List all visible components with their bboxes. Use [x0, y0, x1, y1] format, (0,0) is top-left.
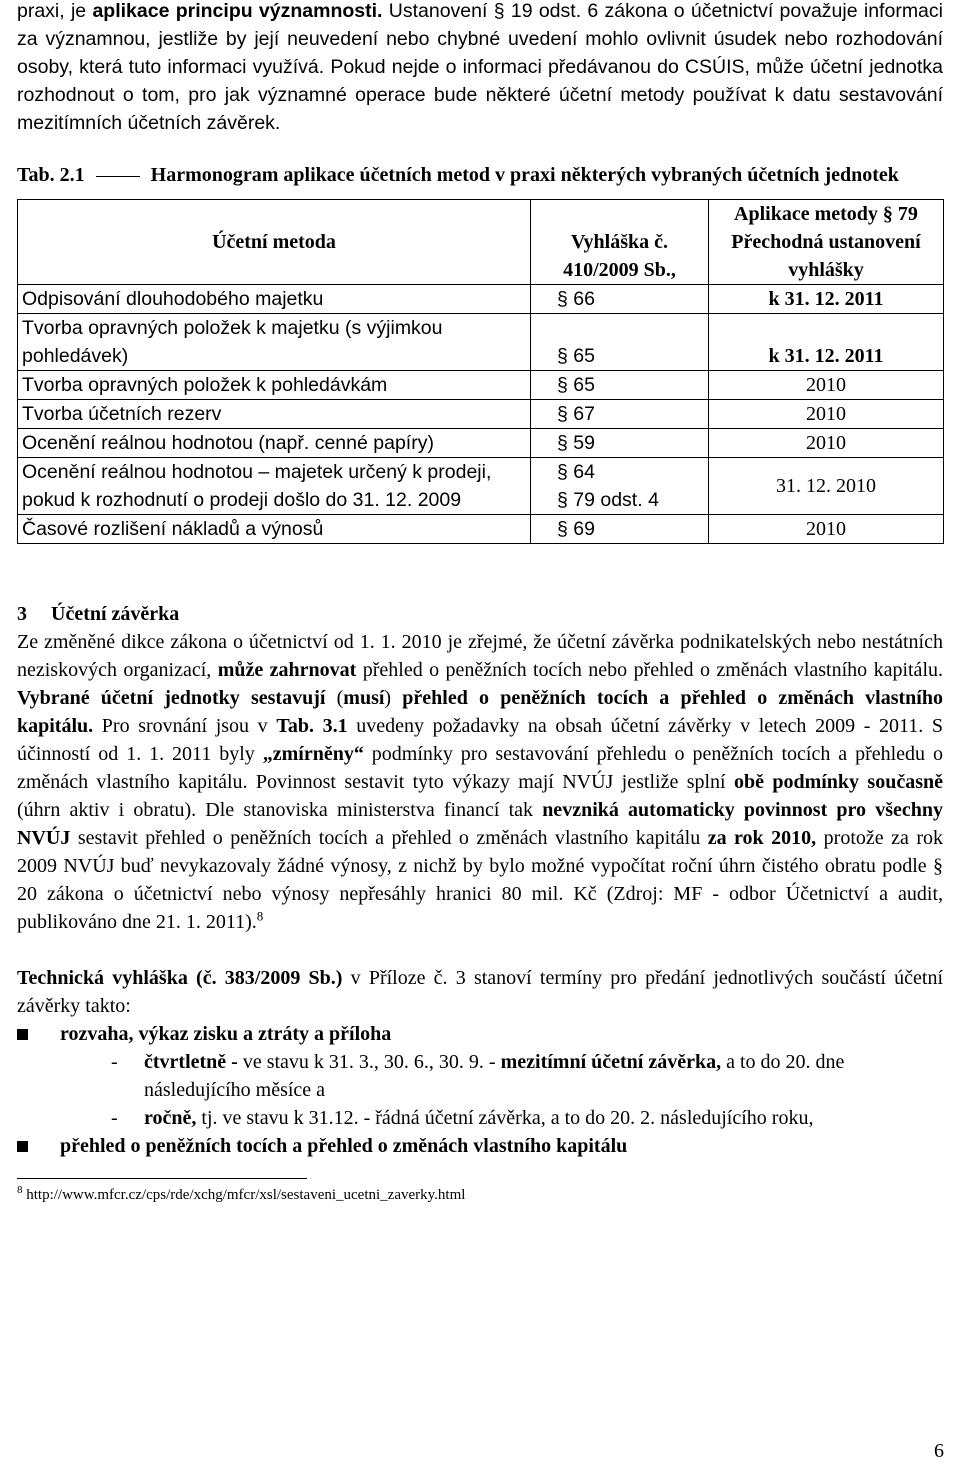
table-row [18, 515, 944, 544]
list-item-label: rozvaha, výkaz zisku a ztráty a příloha [60, 1023, 392, 1045]
row-date: 2010 [709, 429, 944, 458]
row-paragraph [531, 458, 709, 515]
table-caption-number: Tab. 2.1 [17, 164, 85, 186]
table-caption-text: Harmonogram aplikace účetních metod v praxi některých vybraných účetních jednotek [150, 164, 899, 186]
list-item [17, 1132, 943, 1160]
row-date: 2010 [709, 400, 944, 429]
row-paragraph: § 59 [531, 429, 709, 458]
row-date: 2010 [709, 515, 944, 544]
footnote-number: 8 [17, 1184, 23, 1196]
table-row [18, 400, 944, 429]
caption-dash [96, 176, 140, 177]
table-row [18, 371, 944, 400]
row-method: Ocenění reálnou hodnotou – majetek určený k prodeji, pokud k rozhodnutí o prodeji došlo do 31. 12. 2009 [18, 458, 531, 515]
row-paragraph: § 66 [531, 285, 709, 314]
deadline-list [17, 1020, 943, 1160]
text-run: ( [325, 687, 344, 709]
section-number: 3 [17, 603, 27, 625]
row-date: k 31. 12. 2011 [709, 314, 944, 371]
row-paragraph: § 69 [531, 515, 709, 544]
text-run: a to do 20. dne následujícího měsíce a [144, 1051, 845, 1101]
list-item-label: přehled o peněžních tocích a přehled o změnách vlastního kapitálu [60, 1135, 628, 1157]
text-run: podmínky pro sestavování přehledu o peněžních tocích a přehledu o změnách vlastního kapitálu. Povinnost sestavit tyto výkazy mají NVÚJ jestliže splní [17, 743, 943, 793]
row-method: Ocenění reálnou hodnotou (např. cenné papíry) [18, 429, 531, 458]
row-method: Tvorba opravných položek k pohledávkám [18, 371, 531, 400]
row-date: 2010 [709, 371, 944, 400]
text-run: Ze změněné dikce zákona o účetnictví od 1. 1. 2010 je zřejmé, že účetní závěrka podnikatelských nebo nestátních neziskových organizací, [17, 631, 943, 681]
sub-list [17, 1048, 943, 1132]
page-number: 6 [934, 1440, 944, 1462]
text-run: sestavit přehled o peněžních tocích a přehled o změnách vlastního kapitálu [70, 827, 708, 849]
dash-marker: - [111, 1051, 118, 1073]
intro-paragraph [17, 0, 943, 137]
text-run-bold: za rok 2010, [707, 827, 817, 849]
footnote-link[interactable]: http://www.mfcr.cz/cps/rde/xchg/mfcr/xsl/sestaveni_ucetni_zaverky.html [22, 1187, 466, 1203]
text-run-bold: musí [343, 687, 385, 709]
text-run-bold: může zahrnovat [217, 659, 357, 681]
row-method: Časové rozlišení nákladů a výnosů [18, 515, 531, 544]
text-run-bold: „zmírněny“ [262, 743, 364, 765]
text-run-bold: Vybrané účetní jednotky sestavují [17, 687, 326, 709]
section-paragraph [17, 628, 943, 936]
intro-text-1: praxi, je [17, 0, 93, 22]
footnote-separator [17, 1178, 307, 1179]
header-application: Aplikace metody § 79 Přechodná ustanovení vyhlášky [709, 200, 944, 285]
intro-bold-1: aplikace principu významnosti. [92, 0, 383, 22]
table-row [18, 429, 944, 458]
text-run: ve stavu k 31. 3., 30. 6., 30. 9. - [237, 1051, 501, 1073]
sub-list-item [17, 1048, 943, 1104]
section-title: Účetní závěrka [51, 603, 180, 625]
text-run-bold: nevzniká automaticky povinnost pro všechny NVÚJ [17, 799, 943, 849]
row-method: Tvorba účetních rezerv [18, 400, 531, 429]
row-date: k 31. 12. 2011 [709, 285, 944, 314]
text-run: tj. ve stavu k 31.12. - řádná účetní závěrka, a to do 20. 2. následujícího roku, [196, 1107, 814, 1129]
text-run-bold: obě podmínky současně [733, 771, 943, 793]
sub-list-item [17, 1104, 943, 1132]
section-heading [17, 600, 943, 628]
row-paragraph: § 65 [531, 314, 709, 371]
text-run-bold: přehled o peněžních tocích a přehled o změnách vlastního kapitálu. [17, 687, 943, 737]
row-paragraph: § 65 [531, 371, 709, 400]
header-decree: Vyhláška č. 410/2009 Sb., [531, 200, 709, 285]
row-paragraph-2: § 79 odst. 4 [557, 489, 659, 511]
intro-text-3: Pokud nejde o informaci předávanou do CSÚIS, může účetní jednotka rozhodnout o tom, pro jak významné operace bude některé účetní metody používat k datu sestavování mezitímních účetních závěrek. [17, 56, 943, 134]
text-run: ) [384, 687, 403, 709]
table-row [18, 314, 944, 371]
technical-paragraph [17, 964, 943, 1020]
table-row [18, 285, 944, 314]
table-caption [17, 161, 943, 189]
text-run: Pro srovnání jsou v [93, 715, 277, 737]
text-run: (úhrn aktiv i obratu). Dle stanoviska ministerstva financí tak [17, 799, 543, 821]
row-method: Odpisování dlouhodobého majetku [18, 285, 531, 314]
footnote [17, 1185, 943, 1205]
table-row [18, 458, 944, 515]
row-paragraph: § 67 [531, 400, 709, 429]
intro-text-2: Ustanovení § 19 odst. 6 zákona o účetnictví považuje informaci za významnou, jestliže by její neuvedení nebo chybné uvedení mohlo ovlivnit úsudek nebo rozhodování osoby, která tuto informaci využívá. [17, 0, 943, 78]
footnote-ref: 8 [256, 908, 264, 924]
row-date: 31. 12. 2010 [709, 458, 944, 515]
row-paragraph-1: § 64 [557, 461, 595, 483]
text-run: přehled o peněžních tocích nebo přehled o změnách vlastního kapitálu. [356, 659, 943, 681]
dash-marker: - [111, 1107, 118, 1129]
list-item [17, 1020, 943, 1132]
text-run: uvedeny požadavky na obsah účetní závěrky v letech 2009 - 2011. S účinností od 1. 1. 2011 byly [17, 715, 943, 765]
text-run: protože za rok 2009 NVÚJ buď nevykazovaly žádné výnosy, z nichž by bylo možné vypočítat roční úhrn čistého obratu podle § 20 zákona o účetnictví nebo výnosy nepřesáhly hranici 80 mil. Kč (Zdroj: MF - odbor Účetnictví a audit, publikováno dne 21. 1. 2011). [17, 827, 944, 933]
table-header-row [18, 200, 944, 285]
technical-text: v Příloze č. 3 stanoví termíny pro předání jednotlivých součástí účetní závěrky takto: [17, 967, 944, 1017]
text-run-bold: ročně, [144, 1107, 197, 1129]
text-run-bold: mezitímní účetní závěrka, [500, 1051, 722, 1073]
text-run-bold: Tab. 3.1 [276, 715, 348, 737]
schedule-table [17, 199, 944, 544]
text-run-bold: čtvrtletně - [144, 1051, 238, 1073]
document-page [17, 0, 943, 1205]
row-method: Tvorba opravných položek k majetku (s výjimkou pohledávek) [18, 314, 531, 371]
technical-bold: Technická vyhláška (č. 383/2009 Sb.) [17, 967, 343, 989]
header-method: Účetní metoda [18, 200, 531, 285]
